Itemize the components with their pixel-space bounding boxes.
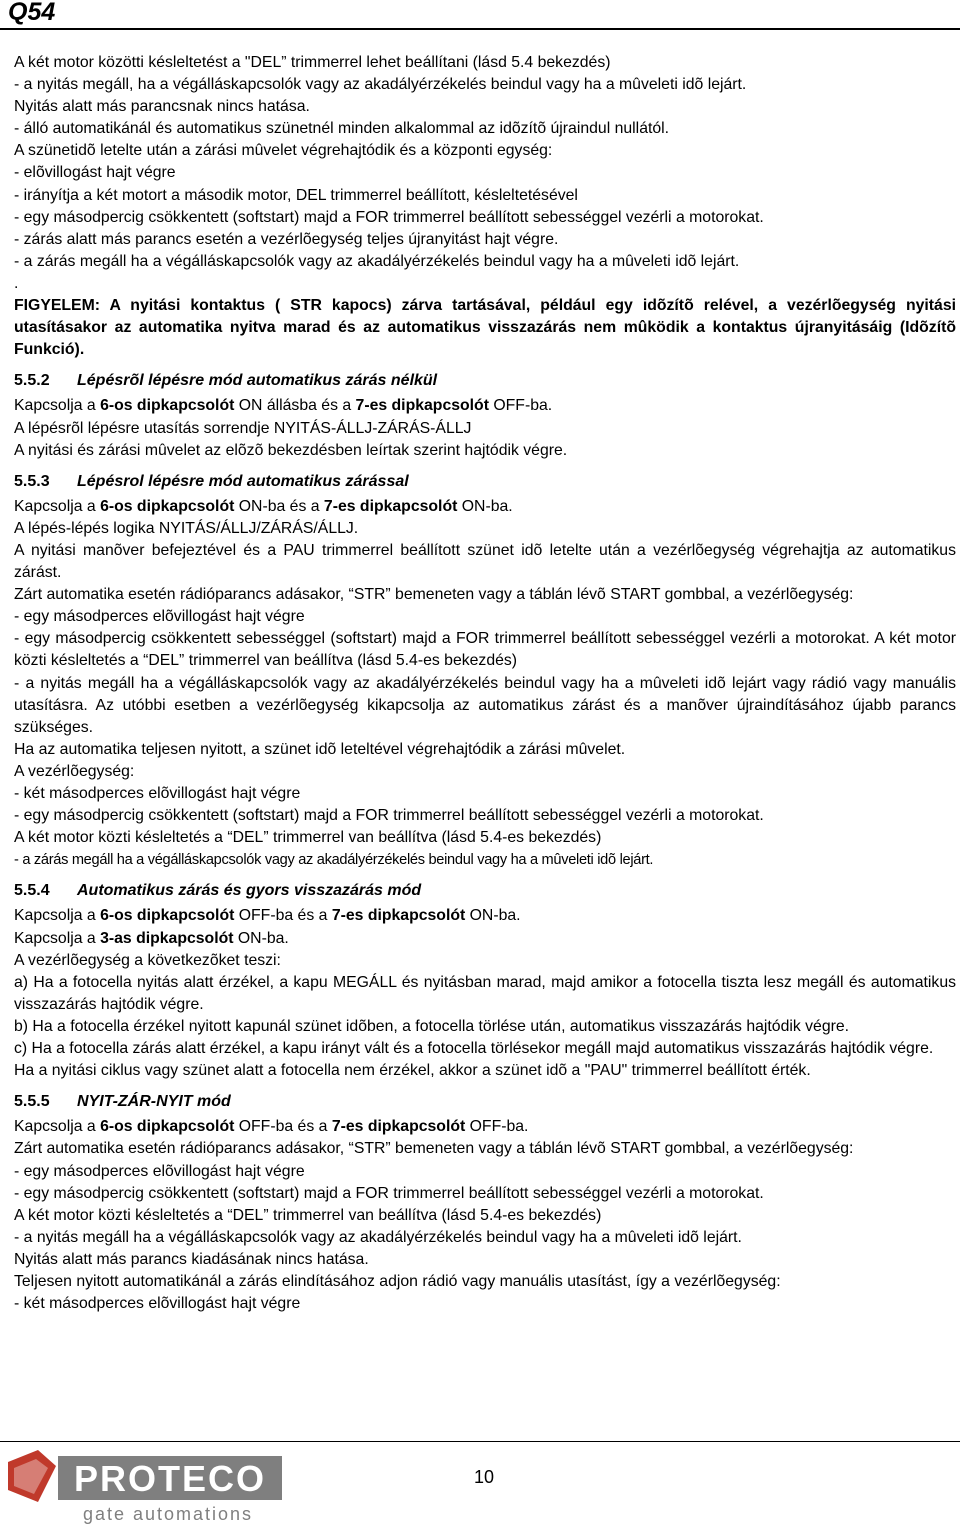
text-run: ON-ba. (233, 929, 289, 947)
section-heading-555 (14, 1091, 956, 1113)
body-line: - egy másodperces elõvillogást hajt végre (14, 1162, 305, 1180)
body-line: - a nyitás megáll ha a végálláskapcsolók vagy az akadályérzékelés beindul vagy ha a mûveleti idõ lejárt vagy rádió vagy manuális utasításra. Az utóbbi esetben a vezérlõegység kikapcsolja az automatikus zárást és a manõver újraindításához újabb parancs szükséges. (14, 674, 956, 736)
body-line: Zárt automatika esetén rádióparancs adásakor, “STR” bemeneten vagy a táblán lévõ START gombbal, a vezérlõegység: (14, 586, 854, 604)
text-run: OFF-ba és a (234, 1118, 332, 1136)
body-line: - egy másodpercig csökkentett (softstart) majd a FOR trimmerrel beállított sebességgel vezérli a motorokat. (14, 807, 764, 825)
dip-label: 6-os dipkapcsolót (100, 1118, 235, 1136)
proteco-logo (8, 1450, 288, 1524)
body-line: A lépés-lépés logika NYITÁS/ÁLLJ/ZÁRÁS/ÁLLJ. (14, 519, 359, 537)
section-title: Lépésrõl lépésre mód automatikus zárás nélkül (77, 372, 438, 390)
dip-label: 7-es dipkapcsolót (331, 1118, 466, 1136)
body-line: - egy másodpercig csökkentett (softstart) majd a FOR trimmerrel beállított sebességgel vezérli a motorokat. (14, 1184, 764, 1202)
text-run: Kapcsolja a (14, 907, 101, 925)
dip-instruction (14, 496, 956, 518)
intro-line: - elõvillogást hajt végre (14, 164, 176, 182)
text-run: Kapcsolja a (14, 397, 101, 415)
section-number: 5.5.2 (14, 372, 50, 390)
logo-mark-icon (8, 1450, 56, 1502)
intro-line: Nyitás alatt más parancsnak nincs hatása. (14, 98, 310, 116)
page-header (0, 0, 960, 30)
body-line: A lépésrõl lépésre utasítás sorrendje NYITÁS-ÁLLJ-ZÁRÁS-ÁLLJ (14, 419, 472, 437)
document-body (14, 52, 956, 1315)
text-run: OFF-ba és a (234, 907, 332, 925)
section-number: 5.5.5 (14, 1093, 50, 1111)
body-line: Ha a nyitási ciklus vagy szünet alatt a fotocella nem érzékel, akkor a szünet idõ a "PAU" trimmerrel beállított érték. (14, 1062, 811, 1080)
body-line: Zárt automatika esetén rádióparancs adásakor, “STR” bemeneten vagy a táblán lévõ START gombbal, a vezérlõegység: (14, 1140, 854, 1158)
body-line: - két másodperces elõvillogást hajt végre (14, 1295, 301, 1313)
body-line: A vezérlõegység: (14, 762, 135, 780)
dip-label: 3-as dipkapcsolót (100, 929, 234, 947)
dip-instruction (14, 905, 956, 927)
body-line: A nyitási manõver befejeztével és a PAU trimmerrel beállított szünet idõ letelte után a vezérlõegység végrehajtja az automatikus zárást. (14, 541, 956, 582)
section-heading-553 (14, 471, 956, 493)
intro-line: - álló automatikánál és automatikus szünetnél minden alkalommal az idõzítõ újraindul nullától. (14, 120, 670, 138)
body-line: - a nyitás megáll ha a végálláskapcsolók vagy az akadályérzékelés beindul vagy ha a mûveleti idõ lejárt. (14, 1228, 742, 1246)
body-line: Teljesen nyitott automatikánál a zárás elindításához adjon rádió vagy manuális utasítást, így a vezérlõegység: (14, 1272, 781, 1290)
dip-instruction (14, 395, 956, 417)
text-run: OFF-ba. (465, 1118, 529, 1136)
dip-instruction (14, 928, 956, 950)
intro-line: - zárás alatt más parancs esetén a vezérlõegység teljes újranyitást hajt végre. (14, 230, 559, 248)
body-line: - két másodperces elõvillogást hajt végre (14, 785, 301, 802)
section-title: Lépésrol lépésre mód automatikus zárással (77, 472, 409, 490)
dip-label: 7-es dipkapcsolót (331, 907, 466, 925)
text-run: Kapcsolja a (14, 497, 101, 515)
page-number: 10 (474, 1467, 495, 1487)
intro-line: - a zárás megáll ha a végálláskapcsolók vagy az akadályérzékelés beindul vagy ha a mûveleti idõ lejárt. (14, 252, 740, 270)
intro-line: A két motor közötti késleltetést a "DEL” trimmerrel lehet beállítani (lásd 5.4 bekezdés) (14, 54, 611, 71)
svg-text:PROTECO: PROTECO (73, 1458, 267, 1499)
intro-line: - a nyitás megáll, ha a végálláskapcsolók vagy az akadályérzékelés beindul vagy ha a mûveleti idõ lejárt. (14, 76, 747, 94)
body-line: A két motor közti késleltetés a “DEL” trimmerrel van beállítva (lásd 5.4-es bekezdés) (14, 829, 602, 847)
warning-note: FIGYELEM: A nyitási kontaktus ( STR kapocs) zárva tartásával, például egy idõzítõ relével, a vezérlõegység nyitási utasításakor az automatika nyitva marad és az automatikus visszazárás nem mûködik a kontaktus újranyitásáig (Idõzítõ Funkció). (14, 297, 956, 359)
footer-divider (0, 1441, 960, 1442)
section-title: Automatikus zárás és gyors visszazárás mód (77, 882, 422, 900)
intro-line: . (14, 274, 19, 292)
body-line: c) Ha a fotocella zárás alatt érzékel, a kapu irányt vált és a fotocella törlésekor megáll majd automatikus visszazárás hajtódik végre. (14, 1040, 934, 1058)
body-line: Nyitás alatt más parancs kiadásának nincs hatása. (14, 1250, 369, 1268)
document-code: Q54 (8, 0, 56, 26)
text-run: ON-ba. (457, 497, 513, 515)
body-line: A vezérlõegység a következõket teszi: (14, 951, 281, 969)
svg-text:gate automations: gate automations (82, 1504, 254, 1524)
body-line: Ha az automatika teljesen nyitott, a szünet idõ leteltével végrehajtódik a zárási mûvelet. (14, 740, 626, 758)
body-line: b) Ha a fotocella érzékel nyitott kapunál szünet idõben, a fotocella törlése után, automatikus visszazárás hajtódik végre. (14, 1017, 850, 1035)
body-line: - a zárás megáll ha a végálláskapcsolók vagy az akadályérzékelés beindul vagy ha a mûveleti idõ lejárt. (14, 852, 654, 869)
body-line: a) Ha a fotocella nyitás alatt érzékel, a kapu MEGÁLL és nyitásban marad, majd amikor a fotocella tiszta lesz megáll és automatikus visszazárás hajtódik végre. (14, 973, 956, 1013)
intro-line: A szünetidõ letelte után a zárási mûvelet végrehajtódik és a központi egység: (14, 142, 553, 160)
dip-label: 7-es dipkapcsolót (323, 497, 458, 515)
dip-label: 6-os dipkapcsolót (100, 497, 235, 515)
text-run: Kapcsolja a (14, 1118, 101, 1136)
section-number: 5.5.3 (14, 472, 50, 490)
intro-line: - egy másodpercig csökkentett (softstart) majd a FOR trimmerrel beállított sebességgel vezérli a motorokat. (14, 208, 764, 226)
text-run: OFF-ba. (488, 397, 553, 415)
section-title: NYIT-ZÁR-NYIT mód (77, 1093, 231, 1111)
body-line: - egy másodperces elõvillogást hajt végre (14, 608, 305, 626)
body-line: - egy másodpercig csökkentett sebességgel (softstart) majd a FOR trimmerrel beállított sebességgel vezérli a motorokat. A két motor közti késleltetés a “DEL” trimmerrel van beállítva (lásd 5.4-es bekezdés) (14, 630, 956, 670)
section-number: 5.5.4 (14, 882, 50, 900)
dip-label: 7-es dipkapcsolót (355, 397, 489, 415)
section-heading-554 (14, 880, 956, 902)
intro-line: - irányítja a két motort a második motor, DEL trimmerrel beállított, késleltetésével (14, 186, 578, 204)
header-divider (0, 28, 960, 30)
text-run: ON-ba és a (234, 497, 324, 515)
body-line: A két motor közti késleltetés a “DEL” trimmerrel van beállítva (lásd 5.4-es bekezdés) (14, 1206, 602, 1224)
text-run: ON-ba. (465, 907, 521, 925)
body-line: A nyitási és zárási mûvelet az elõzõ bekezdésben leírtak szerint hajtódik végre. (14, 441, 568, 459)
section-heading-552 (14, 370, 956, 392)
text-run: ON állásba és a (234, 397, 356, 415)
dip-instruction (14, 1116, 956, 1138)
dip-label: 6-os dipkapcsolót (100, 907, 235, 925)
dip-label: 6-os dipkapcsolót (100, 397, 235, 415)
text-run: Kapcsolja a (14, 929, 101, 947)
